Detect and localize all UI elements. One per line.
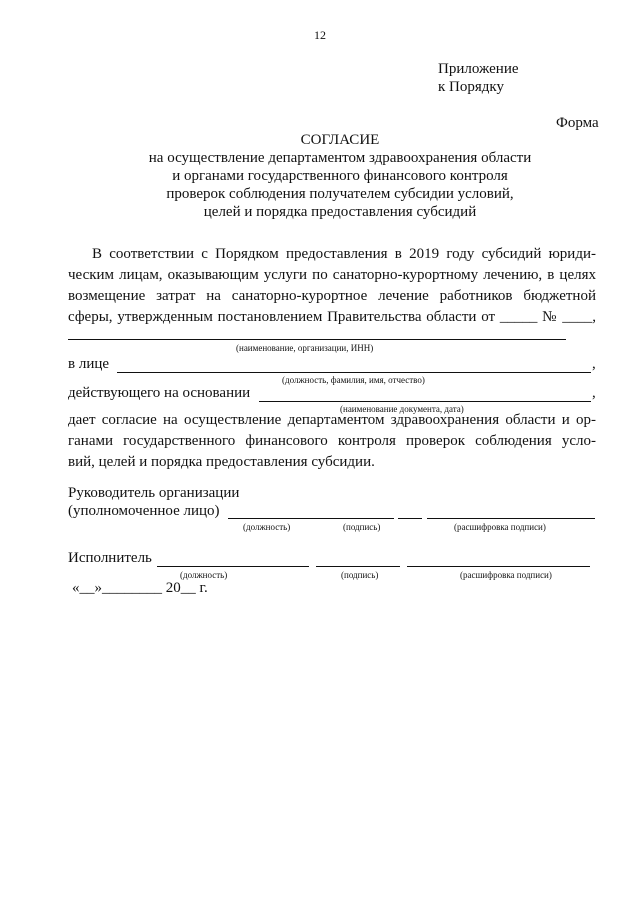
intro-line: ческим лицам, оказывающим услуги по санаторно-курортному лечению, в целях xyxy=(68,267,596,283)
basis-field-line[interactable] xyxy=(259,401,591,402)
comma: , xyxy=(592,356,596,372)
head-position-line[interactable] xyxy=(228,518,394,519)
subtitle-line: целей и порядка предоставления субсидий xyxy=(203,204,477,220)
consent-line: дает согласие на осуществление департаментом здравоохранения области и ор- xyxy=(68,412,596,428)
comma: , xyxy=(592,385,596,401)
person-field-line[interactable] xyxy=(117,372,591,373)
appendix-line-2: к Порядку xyxy=(438,79,504,95)
executor-position-line[interactable] xyxy=(157,566,309,567)
consent-paragraph xyxy=(68,410,596,473)
executor-position-caption: (должность) xyxy=(180,570,228,580)
document-title: СОГЛАСИЕ xyxy=(300,132,380,148)
head-label: Руководитель организации xyxy=(68,485,240,501)
appendix-note xyxy=(438,60,519,96)
person-caption: (должность, фамилия, имя, отчество) xyxy=(282,375,425,385)
executor-signature-line[interactable] xyxy=(316,566,400,567)
document-subtitle xyxy=(0,149,640,221)
head-decoding-line[interactable] xyxy=(427,518,595,519)
appendix-line-1: Приложение xyxy=(438,61,519,77)
basis-label: действующего на основании xyxy=(68,385,251,401)
head-decoding-caption: (расшифровка подписи) xyxy=(454,522,546,532)
date-line[interactable]: «__»________ 20__ г. xyxy=(72,580,208,596)
basis-caption: (наименование документа, дата) xyxy=(340,404,464,414)
intro-line: возмещение затрат на санаторно-курортное лечение работников бюджетной xyxy=(68,288,596,304)
intro-paragraph xyxy=(68,244,596,328)
head-signature-caption: (подпись) xyxy=(343,522,381,532)
subtitle-line: проверок соблюдения получателем субсидии условий, xyxy=(166,186,514,202)
head-position-caption: (должность) xyxy=(243,522,291,532)
consent-line: ганами государственного финансового контроля проверок соблюдения усло- xyxy=(68,433,596,449)
page-number: 12 xyxy=(314,28,326,42)
head-signature-line[interactable] xyxy=(398,518,422,519)
form-label: Форма xyxy=(556,115,599,131)
subtitle-line: и органами государственного финансового контроля xyxy=(172,168,508,184)
intro-line: сферы, утвержденным постановлением Правительства области от _____ № ____, xyxy=(68,309,596,325)
executor-decoding-line[interactable] xyxy=(407,566,590,567)
organization-caption: (наименование, организации, ИНН) xyxy=(236,343,374,353)
consent-line: вий, целей и порядка предоставления субсидии. xyxy=(68,454,375,470)
person-label: в лице xyxy=(68,356,110,372)
intro-line: В соответствии с Порядком предоставления в 2019 году субсидий юриди- xyxy=(92,246,596,262)
executor-label: Исполнитель xyxy=(68,550,152,566)
head-sublabel: (уполномоченное лицо) xyxy=(68,503,220,519)
organization-field-line[interactable] xyxy=(68,339,566,340)
executor-decoding-caption: (расшифровка подписи) xyxy=(460,570,552,580)
subtitle-line: на осуществление департаментом здравоохранения области xyxy=(148,150,532,166)
executor-signature-caption: (подпись) xyxy=(341,570,379,580)
